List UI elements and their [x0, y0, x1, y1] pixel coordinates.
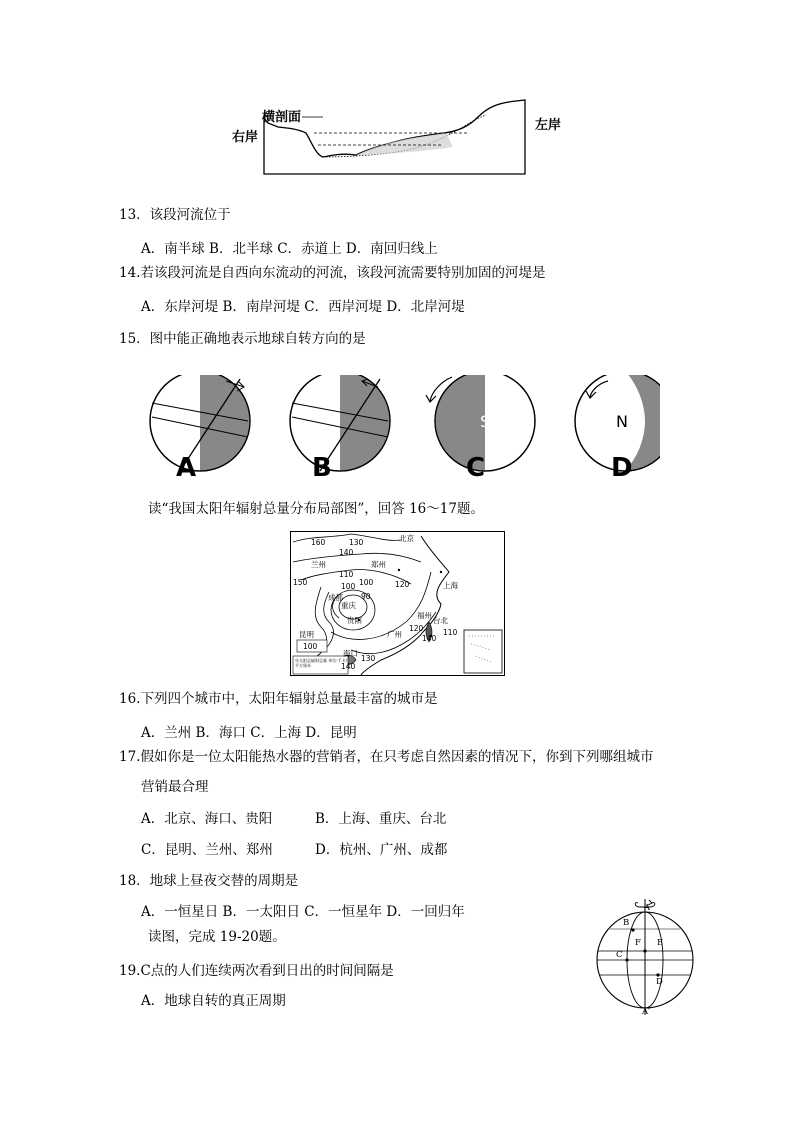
isoline-value: 140: [341, 662, 356, 671]
city-label-kunming: 昆明: [299, 630, 314, 639]
city-label-chongqing: 重庆: [341, 601, 356, 610]
globe-label-a-prime: A′: [642, 1007, 651, 1017]
city-label-guangzhou: 广州: [387, 630, 402, 639]
intro-19-20: 读图，完成 19-20题。: [148, 929, 286, 945]
isoline-value: 100: [303, 642, 318, 651]
isoline-value: 160: [311, 538, 326, 547]
question-13-options: A．南半球 B．北半球 C．赤道上 D．南回归线上: [141, 241, 438, 257]
isoline-value: 100: [359, 578, 374, 587]
question-16-stem: 16.下列四个城市中，太阳年辐射总量最丰富的城市是: [119, 691, 438, 707]
question-17-option-d: D．杭州、广州、成都: [315, 842, 448, 858]
question-19-option-a: A．地球自转的真正周期: [141, 993, 286, 1009]
isoline-value: 150: [293, 578, 308, 587]
isoline-value: 140: [339, 548, 354, 557]
option-label-d: D: [611, 453, 633, 483]
globe-label-a: A: [644, 903, 651, 913]
cross-section-title: 横剖面: [262, 110, 302, 125]
svg-text:N: N: [616, 412, 628, 431]
question-17-option-b: B．上海、重庆、台北: [315, 811, 447, 827]
question-17-stem-line-2: 营销最合理: [141, 779, 209, 795]
isoline-value: 100: [341, 582, 356, 591]
isoline-value: 110: [339, 570, 354, 579]
city-label-beijing: 北京: [399, 534, 414, 543]
isoline-value: 120: [395, 580, 410, 589]
isoline-value: 130: [349, 538, 364, 547]
globe-option-b: [290, 375, 390, 471]
globe-option-a: [150, 375, 250, 471]
radiation-map-drawing: [291, 532, 504, 675]
globe-label-f: F: [635, 938, 641, 948]
isoline-value: 120: [409, 624, 424, 633]
globe-label-b: B: [623, 918, 630, 928]
rotation-options-figure: [140, 375, 660, 485]
globe-label-e: E: [657, 938, 664, 948]
question-17-option-a: A．北京、海口、贵阳: [141, 811, 273, 827]
question-17-stem-line-1: 17.假如你是一位太阳能热水器的营销者，在只考虑自然因素的情况下，你到下列哪组城市: [119, 749, 654, 765]
city-label-chengdu: 成都: [328, 593, 343, 602]
earth-globe-figure: [590, 893, 700, 1019]
question-13-stem: 13．该段河流位于: [119, 207, 231, 223]
right-bank-label: 右岸: [232, 130, 259, 145]
globe-label-d: D: [656, 977, 663, 987]
isoline-value: 110: [443, 628, 458, 637]
city-label-zhengzhou: 郑州: [371, 560, 386, 569]
question-14-stem: 14.若该段河流是自西向东流动的河流，该段河流需要特别加固的河堤是: [119, 265, 546, 281]
question-15-stem: 15．图中能正确地表示地球自转方向的是: [119, 331, 366, 347]
question-18-options: A．一恒星日 B．一太阳日 C．一恒星年 D．一回归年: [141, 904, 465, 920]
isoline-value: 90: [361, 592, 371, 601]
svg-text:S: S: [480, 412, 491, 431]
rotation-globes-drawing: [140, 375, 660, 485]
option-label-a: A: [176, 453, 197, 483]
globe-label-c: C: [616, 950, 623, 960]
question-17-option-c: C．昆明、兰州、郑州: [141, 842, 273, 858]
question-14-options: A．东岸河堤 B．南岸河堤 C．西岸河堤 D．北岸河堤: [141, 299, 465, 315]
city-label-taipei: 台北: [433, 616, 448, 625]
intro-16-17: 读“我国太阳年辐射总量分布局部图”，回答 16～17题。: [148, 501, 484, 517]
left-bank-label: 左岸: [535, 118, 562, 133]
question-18-stem: 18．地球上昼夜交替的周期是: [119, 873, 299, 889]
question-19-stem: 19.C点的人们连续两次看到日出的时间间隔是: [119, 963, 394, 979]
river-cross-section-figure: [228, 95, 578, 180]
city-label-guiyang: 贵阳: [347, 616, 362, 625]
solar-radiation-map: [290, 531, 505, 676]
isoline-value: 140: [422, 634, 437, 643]
option-label-c: C: [466, 453, 486, 483]
question-16-options: A．兰州 B．海口 C．上海 D．昆明: [141, 725, 357, 741]
map-legend-note: 年太阳总辐射总量 单位:千卡/平方厘米: [295, 658, 347, 668]
city-label-shanghai: 上海: [443, 581, 458, 590]
isoline-value: 130: [361, 654, 376, 663]
city-label-fuzhou: 福州: [417, 611, 432, 620]
option-label-b: B: [312, 453, 332, 483]
city-label-haikou: 海口: [343, 649, 358, 658]
city-label-lanzhou: 兰州: [311, 560, 326, 569]
